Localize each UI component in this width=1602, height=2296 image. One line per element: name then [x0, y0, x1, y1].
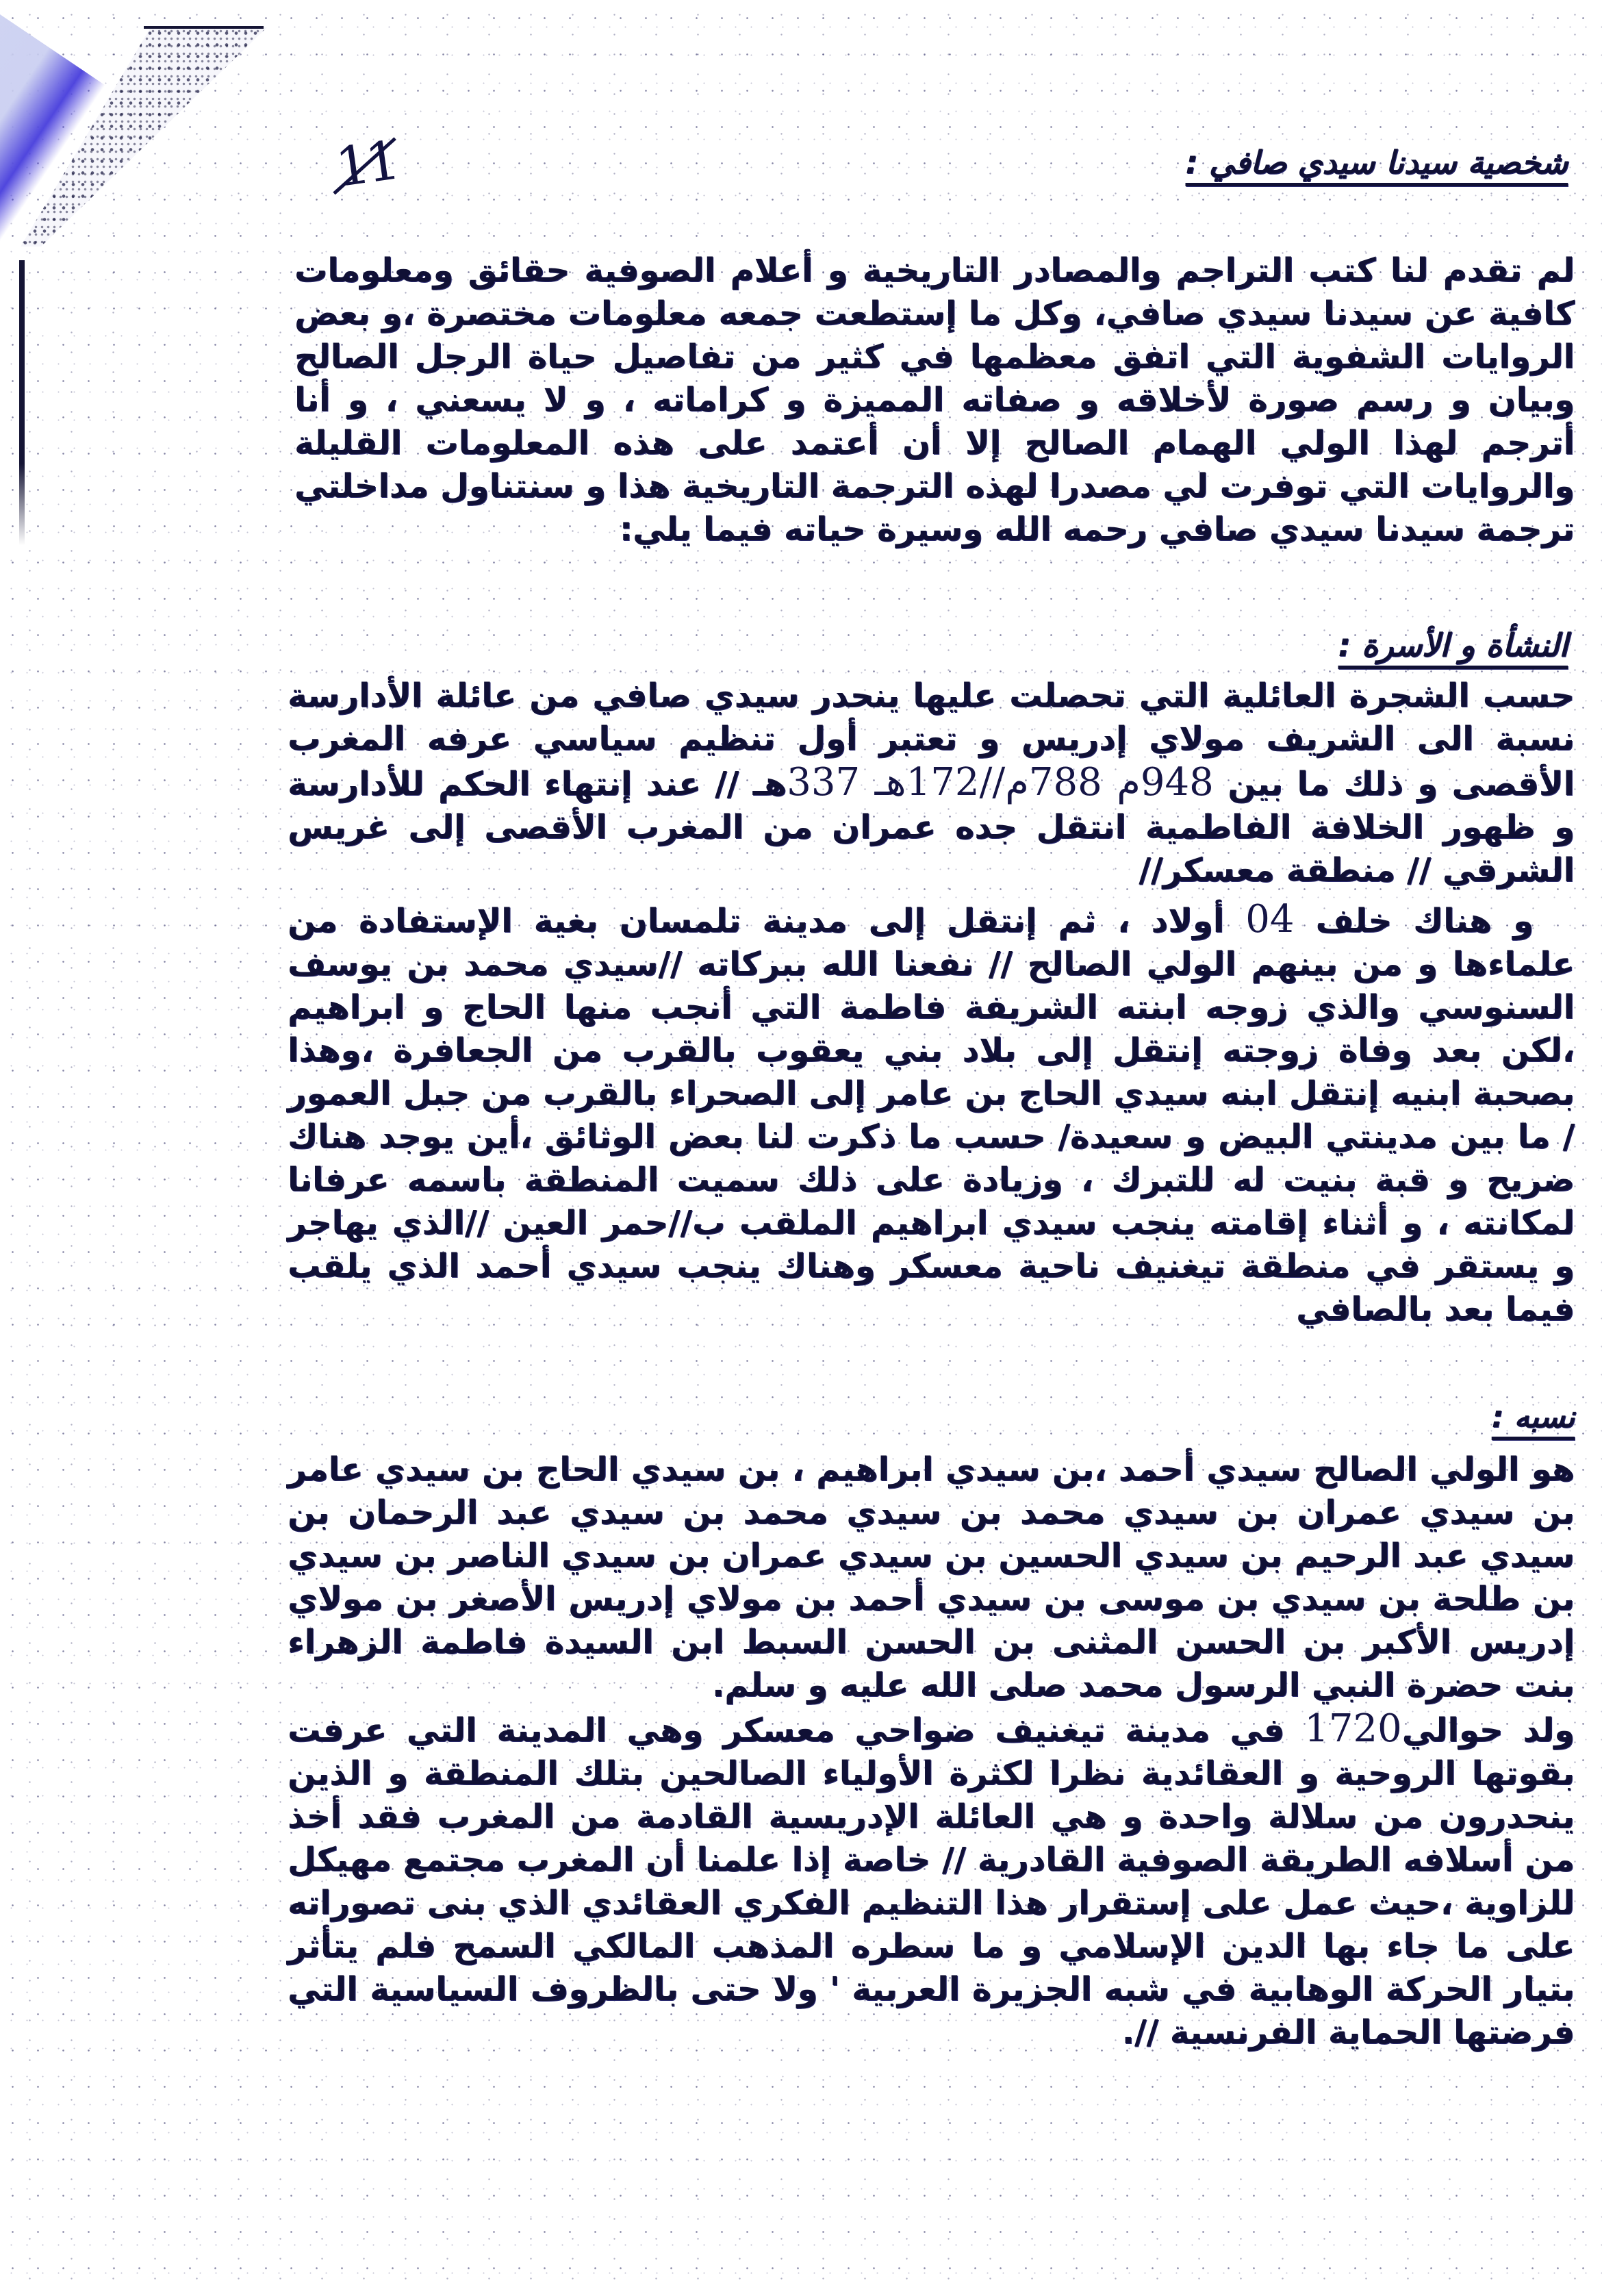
document-body [288, 144, 1575, 2054]
text-segment: أولاد ، ثم إنتقل إلى مدينة تلمسان بغية الإستفادة من علماءها و من بينهم الولي الصالح // نفعنا الله ببركاته //سيدي محمد بن يوسف السنوسي والذي زوجه ابنته الشريفة فاطمة التي أنجب منها الحاج و ابراهيم ،لكن بعد وفاة زوجته إنتقل إلى بلاد بني يعقوب بالقرب من الجعافرة ،وهذا بصحبة ابنيه إنتقل ابنه سيدي الحاج بن عامر إلى الصحراء بالقرب من جبل العمور / ما بين مدينتي البيض و سعيدة/ حسب ما ذكرت لنا بعض الوثائق ،أين يوجد هناك ضريح و قبة بنيت له للتبرك ، وزيادة على ذلك سميت المنطقة باسمه عرفانا لمكانته ، و أثناء إقامته ينجب سيدي ابراهيم الملقب ب//حمر العين //الذي يهاجر و يستقر في منطقة تيغنيف ناحية معسكر وهناك ينجب سيدي أحمد الذي يلقب فيما بعد بالصافي [288, 902, 1575, 1328]
intro-paragraph: لم تقدم لنا كتب التراجم والمصادر التاريخية و أعلام الصوفية حقائق ومعلومات كافية عن سيدنا سيدي صافي، وكل ما إستطعت جمعه معلومات مختصرة ،و بعض الروايات الشفوية التي اتفق معظمها في كثير من تفاصيل حياة الرجل الصالح وبيان و رسم صورة لأخلاقه و صفاته المميزة و كراماته ، و لا يسعني ، و أنا أترجم لهذا الولي الهمام الصالح إلا أن أعتمد على هذه المعلومات القليلة والروايات التي توفرت لي مصدرا لهذه الترجمة التاريخية هذا و سنتناول مداخلتي ترجمة سيدنا سيدي صافي رحمه الله وسيرة حياته فيما يلي: [294, 251, 1575, 548]
handwritten-children-count: 04 [1245, 897, 1295, 942]
upbringing-paragraph-2 [288, 898, 1575, 1331]
folded-corner-edge [144, 26, 264, 29]
page-left-edge [19, 260, 25, 2296]
handwritten-dates: 948م 788م//172هـ 337 [787, 760, 1214, 805]
birth-paragraph [288, 1707, 1575, 2054]
text-segment: هـ // عند إنتهاء الحكم للأدارسة و ظهور الخلافة الفاطمية انتقل جده عمران من المغرب الأقصى إلى غريس الشرقي // منطقة معسكر// [288, 765, 1575, 890]
text-segment: هو الولي الصالح سيدي أحمد ،بن سيدي ابراهيم ، بن سيدي الحاج بن سيدي عامر بن سيدي عمران بن سيدي محمد بن سيدي محمد بن سيدي عبد الرحمان بن سيدي عبد الرحيم بن سيدي الحسين بن سيدي عمران بن سيدي الناصر بن سيدي بن طلحة بن سيدي بن موسى بن سيدي أحمد بن مولاي إدريس الأصغر بن مولاي إدريس الأكبر بن الحسن المثنى بن الحسن السبط ابن السيدة فاطمة الزهراء بنت حضرة النبي الرسول محمد صلى الله عليه و سلم. [288, 1450, 1575, 1704]
upbringing-paragraph-1 [288, 674, 1575, 892]
lineage-paragraph [288, 1448, 1575, 1707]
section-heading-lineage: نسبه : [1491, 1400, 1575, 1435]
handwritten-birth-year: 1720 [1304, 1706, 1402, 1751]
text-segment: حسب الشجرة العائلية التي تحصلت عليها ينحدر سيدي صافي من عائلة الأدارسة نسبة الى الشريف مولاي إدريس و تعتبر أول تنظيم سياسي عرفه المغرب الأقصى و ذلك ما بين [288, 677, 1575, 803]
text-segment: و هناك خلف [1294, 902, 1534, 940]
section-heading-upbringing: النشأة و الأسرة : [1338, 627, 1568, 664]
text-segment: ولد حوالي [1401, 1711, 1575, 1750]
document-title: شخصية سيدنا سيدي صافي : [1185, 144, 1568, 181]
text-segment: في مدينة تيغنيف ضواحي معسكر وهي المدينة التي عرفت بقوتها الروحية و العقائدية نظرا لكثرة الأولياء الصالحين بتلك المنطقة و الذين ينحدرون من سلالة واحدة و هي العائلة الإدريسية القادمة من المغرب فقد أخذ من أسلافه الطريقة الصوفية القادرية // خاصة إذا علمنا أن المغرب مجتمع مهيكل للزاوية ،حيث عمل على إستقرار هذا التنظيم الفكري العقائدي الذي بنى تصوراته على ما جاء بها الدين الإسلامي و ما سطره المذهب المالكي السمح فلم يتأثر بتيار الحركة الوهابية في شبه الجزيرة العربية ' ولا حتى بالظروف السياسية التي فرضتها الحماية الفرنسية //. [288, 1711, 1575, 2052]
